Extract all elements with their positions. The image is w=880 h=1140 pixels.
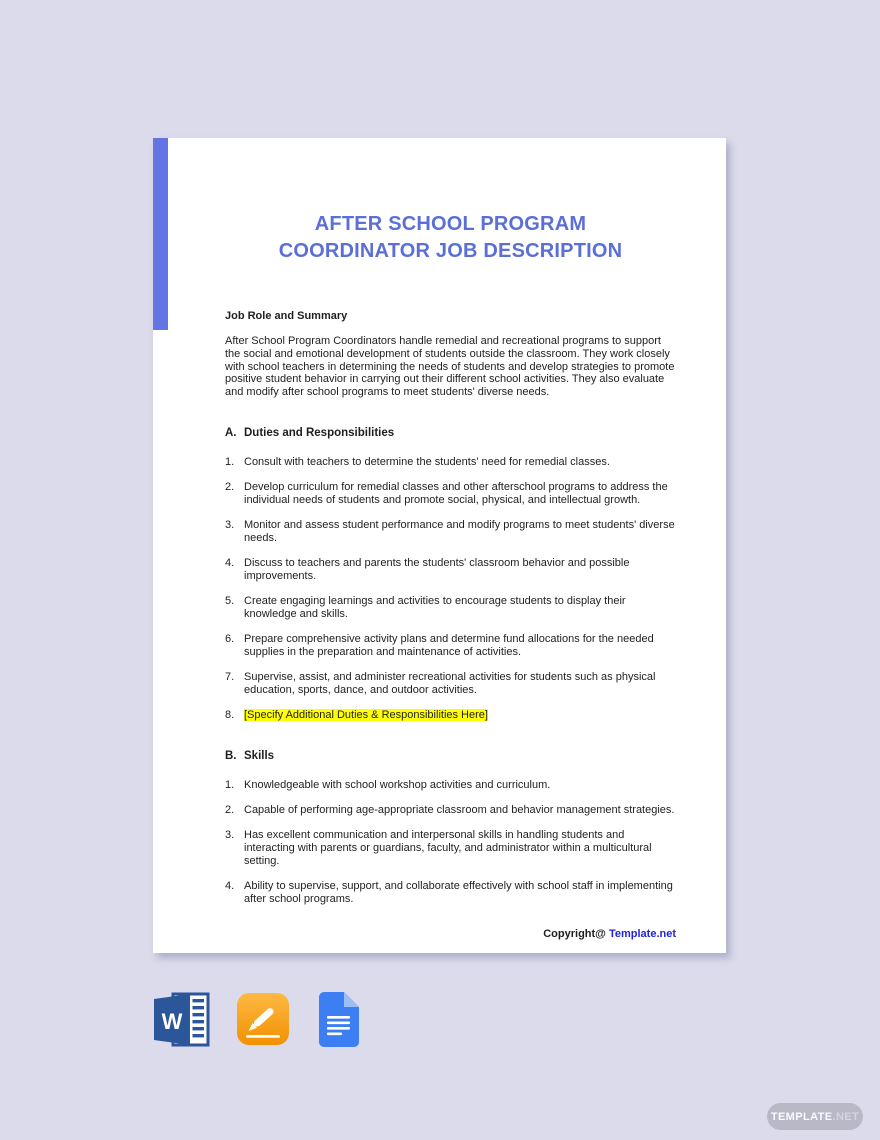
templatenet-watermark <box>767 1103 863 1130</box>
title-line-1: AFTER SCHOOL PROGRAM <box>314 213 587 235</box>
list-item-number: 1. <box>225 778 235 791</box>
file-format-icons <box>152 990 361 1048</box>
list-item-number: 6. <box>225 632 235 645</box>
section-heading <box>225 426 676 440</box>
item-text-span: Prepare comprehensive activity plans and determine fund allocations for the needed supplies in the preparation and maintenance of activities. <box>244 632 654 658</box>
list-item-number: 2. <box>225 803 235 816</box>
list-item-text <box>244 804 676 817</box>
list-item <box>225 481 676 507</box>
list-item-text <box>244 779 676 792</box>
list-item-number: 8. <box>225 708 235 721</box>
list-item <box>225 829 676 868</box>
section-title: Duties and Responsibilities <box>244 426 395 439</box>
word-logo <box>152 991 210 1048</box>
copyright-label: Copyright@ <box>543 927 606 940</box>
section-heading <box>225 749 676 763</box>
pages-logo <box>237 993 289 1045</box>
document-content <box>153 138 726 940</box>
title-line-2: COORDINATOR JOB DESCRIPTION <box>278 240 623 262</box>
item-text-span: Discuss to teachers and parents the students' classroom behavior and possible improvements. <box>244 556 630 582</box>
list-item <box>225 671 676 697</box>
accent-bar <box>153 138 168 330</box>
item-text-span: Monitor and assess student performance and modify programs to meet students' diverse needs. <box>244 518 675 544</box>
list-item-number: 2. <box>225 480 235 493</box>
section-list <box>225 456 676 722</box>
apple-pages-icon[interactable] <box>237 993 289 1045</box>
item-text-span: Capable of performing age-appropriate classroom and behavior management strategies. <box>244 803 675 816</box>
list-item <box>225 880 676 906</box>
document-sections <box>225 426 676 906</box>
highlighted-placeholder-text: [Specify Additional Duties & Responsibilities Here] <box>244 708 488 721</box>
list-item-number: 7. <box>225 670 235 683</box>
list-item <box>225 519 676 545</box>
svg-text:W: W <box>161 1008 183 1034</box>
document-page <box>153 138 726 953</box>
list-item-text <box>244 481 676 507</box>
document-title <box>225 211 676 265</box>
watermark-brand: TEMPLATE <box>770 1110 833 1123</box>
list-item <box>225 804 676 817</box>
list-item-number: 3. <box>225 518 235 531</box>
list-item <box>225 709 676 722</box>
item-text-span: Consult with teachers to determine the students' need for remedial classes. <box>244 455 610 468</box>
google-docs-icon[interactable] <box>316 991 361 1048</box>
list-item-text <box>244 829 676 868</box>
list-item <box>225 557 676 583</box>
list-item-text <box>244 456 676 469</box>
section-label: A. <box>225 426 237 439</box>
section-label: B. <box>225 749 237 762</box>
section-list <box>225 779 676 906</box>
item-text-span: Supervise, assist, and administer recreational activities for students such as physical education, sports, dance, and outdoor activities. <box>244 670 656 696</box>
item-text-span: Has excellent communication and interpersonal skills in handling students and interacting with parents or guardians, faculty, and administrator within a multicultural setting. <box>244 828 652 867</box>
watermark-tld: .NET <box>832 1110 860 1123</box>
list-item-text <box>244 709 676 722</box>
item-text-span: Create engaging learnings and activities to encourage students to display their knowledge and skills. <box>244 594 626 620</box>
microsoft-word-icon[interactable] <box>152 991 210 1048</box>
summary-paragraph: After School Program Coordinators handle remedial and recreational programs to support the social and emotional development of students outside the classroom. They work closely with school teachers in determining the needs of students and develop strategies to promote positive student behavior in carrying out their different school activities. They also evaluate and modify after school programs to meet students' diverse needs. <box>225 335 675 399</box>
summary-heading: Job Role and Summary <box>225 310 348 322</box>
list-item-text <box>244 519 676 545</box>
item-text-span: Develop curriculum for remedial classes and other afterschool programs to address the individual needs of students and promote social, physical, and intellectual growth. <box>244 480 668 506</box>
list-item <box>225 456 676 469</box>
list-item <box>225 633 676 659</box>
item-text-span: Knowledgeable with school workshop activities and curriculum. <box>244 778 551 791</box>
list-item-text <box>244 671 676 697</box>
list-item-text <box>244 633 676 659</box>
list-item-text <box>244 557 676 583</box>
copyright-line <box>225 928 676 940</box>
list-item <box>225 779 676 792</box>
docs-logo <box>316 991 361 1048</box>
list-item-number: 3. <box>225 828 235 841</box>
list-item-number: 5. <box>225 594 235 607</box>
list-item <box>225 595 676 621</box>
list-item-text <box>244 880 676 906</box>
section-title: Skills <box>244 749 275 762</box>
list-item-number: 4. <box>225 556 235 569</box>
copyright-link[interactable]: Template.net <box>608 927 676 940</box>
list-item-text <box>244 595 676 621</box>
list-item-number: 4. <box>225 879 235 892</box>
item-text-span: Ability to supervise, support, and collaborate effectively with school staff in implementing after school programs. <box>244 879 673 905</box>
list-item-number: 1. <box>225 455 235 468</box>
